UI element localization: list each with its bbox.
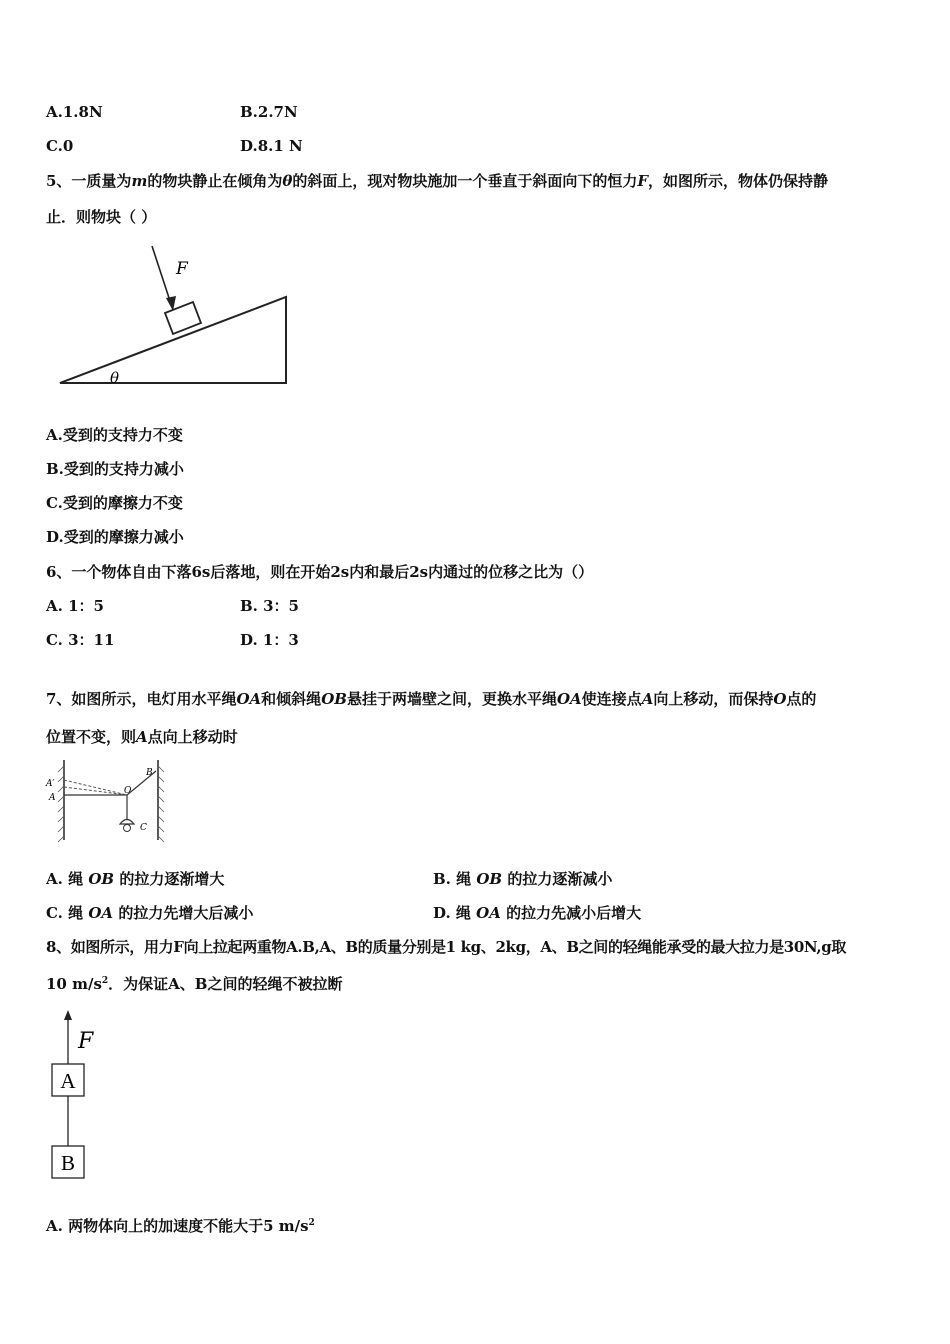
q5-option-a: A.受到的支持力不变 xyxy=(46,426,183,444)
block-b-label: B xyxy=(60,1151,76,1175)
q7-option-a: A. 绳 OB 的拉力逐渐增大 xyxy=(46,870,225,888)
block xyxy=(165,302,201,334)
q6-option-d: D. 1：3 xyxy=(240,631,299,649)
q8-option-a: A. 两物体向上的加速度不能大于5 $m/s^2$ xyxy=(46,1217,315,1235)
label-b: B xyxy=(146,768,153,778)
q5-incline-figure xyxy=(40,240,300,395)
force-label: F xyxy=(78,1029,94,1054)
q8-stem-line2: 10 $m/s^2$．为保证A、B之间的轻绳不被拉断 xyxy=(46,975,343,993)
q7-stem-line1: 7、如图所示，电灯用水平绳OA和倾斜绳OB悬挂于两墙壁之间，更换水平绳OA使连接点A向上移动，而保持O点的 xyxy=(46,690,817,708)
q7-lamp-figure xyxy=(44,758,169,843)
q5-option-c: C.受到的摩擦力不变 xyxy=(46,494,183,512)
q6-option-c: C. 3：11 xyxy=(46,631,115,649)
force-arrow xyxy=(152,246,171,304)
q7-option-d: D. 绳 OA 的拉力先减小后增大 xyxy=(433,904,642,922)
q4-option-a: A.1.8N xyxy=(46,103,103,121)
label-a-prime: A′ xyxy=(46,779,55,789)
q7-option-b: B. 绳 OB 的拉力逐渐减小 xyxy=(433,870,613,888)
q5-stem-line2: 止．则物块（ ） xyxy=(46,208,157,226)
q8-stem-line1: 8、如图所示，用力F向上拉起两重物A.B,A、B的质量分别是1 kg、2kg，A、B之间的轻绳能承受的最大拉力是30N,g取 xyxy=(46,938,846,956)
force-arrowhead xyxy=(64,1010,72,1020)
q4-option-d: D.8.1 N xyxy=(240,137,303,155)
q6-stem: 6、一个物体自由下落6s后落地，则在开始2s内和最后2s内通过的位移之比为（） xyxy=(46,563,594,581)
lamp xyxy=(120,820,134,825)
label-a: A xyxy=(49,793,56,803)
q5-option-d: D.受到的摩擦力减小 xyxy=(46,528,184,546)
q5-option-b: B.受到的支持力减小 xyxy=(46,460,184,478)
q5-stem-line1: 5、一质量为m的物块静止在倾角为θ的斜面上，现对物块施加一个垂直于斜面向下的恒力F，如图所示，物体仍保持静 xyxy=(46,172,829,190)
q6-option-b: B. 3：5 xyxy=(240,597,299,615)
force-label: F xyxy=(176,259,188,279)
angle-label: θ xyxy=(110,369,120,387)
q4-option-b: B.2.7N xyxy=(240,103,298,121)
q6-option-a: A. 1：5 xyxy=(46,597,104,615)
label-o: O xyxy=(124,786,132,796)
q7-stem-line2: 位置不变，则A点向上移动时 xyxy=(46,728,238,746)
q7-option-c: C. 绳 OA 的拉力先增大后减小 xyxy=(46,904,254,922)
q4-option-c: C.0 xyxy=(46,137,74,155)
label-c: C xyxy=(140,823,147,833)
rope-oa-dashed-2 xyxy=(64,787,127,795)
block-a-label: A xyxy=(60,1069,76,1093)
q8-blocks-figure xyxy=(44,1006,134,1181)
rope-oa-dashed-1 xyxy=(64,780,127,795)
